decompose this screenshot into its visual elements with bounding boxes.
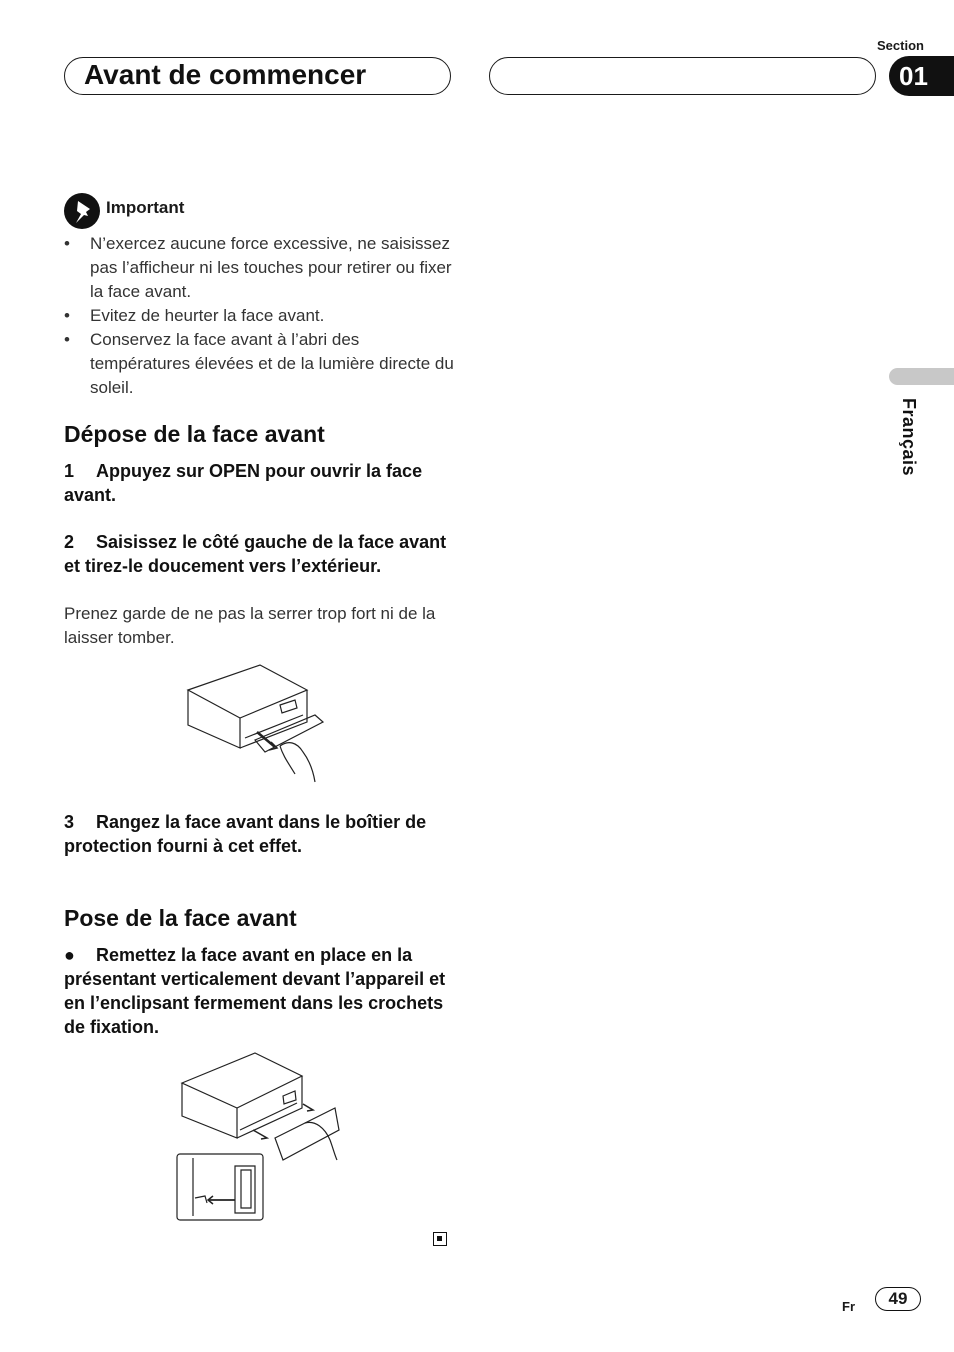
footer-language: Fr bbox=[842, 1299, 855, 1314]
end-of-section-icon bbox=[433, 1232, 447, 1246]
step-number: 2 bbox=[64, 532, 75, 552]
step-text: Rangez la face avant dans le boîtier de protection fourni à cet effet. bbox=[64, 812, 427, 856]
step-text: Appuyez sur OPEN pour ouvrir la face avant. bbox=[64, 461, 423, 505]
header-right-frame bbox=[489, 57, 876, 95]
depose-step-3 bbox=[64, 810, 454, 858]
list-item: • N’exercez aucune force excessive, ne saisissez pas l’afficheur ni les touches pour retirer ou fixer la face avant. bbox=[64, 232, 454, 304]
attach-front-panel-illustration bbox=[175, 1048, 345, 1223]
depose-step-2-note: Prenez garde de ne pas la serrer trop fort ni de la laisser tomber. bbox=[64, 604, 436, 647]
pose-step bbox=[64, 943, 454, 1039]
important-list bbox=[64, 232, 454, 400]
language-tab-bar bbox=[889, 368, 954, 385]
section-label: Section bbox=[877, 38, 924, 53]
important-label: Important bbox=[106, 198, 185, 217]
step-text: Saisissez le côté gauche de la face avant et tirez-le doucement vers l’extérieur. bbox=[64, 532, 447, 576]
depose-step-1 bbox=[64, 459, 454, 507]
depose-heading: Dépose de la face avant bbox=[64, 421, 325, 447]
pose-heading: Pose de la face avant bbox=[64, 905, 297, 931]
language-label: Français bbox=[899, 398, 919, 477]
list-item: • Evitez de heurter la face avant. bbox=[64, 304, 454, 328]
list-item: • Conservez la face avant à l’abri des températures élevées et de la lumière directe du soleil. bbox=[64, 328, 454, 400]
depose-step-2 bbox=[64, 530, 454, 578]
step-number: 3 bbox=[64, 812, 75, 832]
remove-front-panel-illustration bbox=[185, 660, 335, 785]
step-bullet: ● bbox=[64, 945, 75, 965]
step-text: Remettez la face avant en place en la présentant verticalement devant l’appareil et en l’enclipsant fermement dans les crochets de fixation. bbox=[64, 945, 446, 1037]
pin-icon bbox=[64, 193, 100, 229]
step-number: 1 bbox=[64, 461, 75, 481]
page-number: 49 bbox=[875, 1287, 921, 1311]
page-title: Avant de commencer bbox=[84, 59, 367, 90]
section-number-tab: 01 bbox=[889, 56, 954, 96]
